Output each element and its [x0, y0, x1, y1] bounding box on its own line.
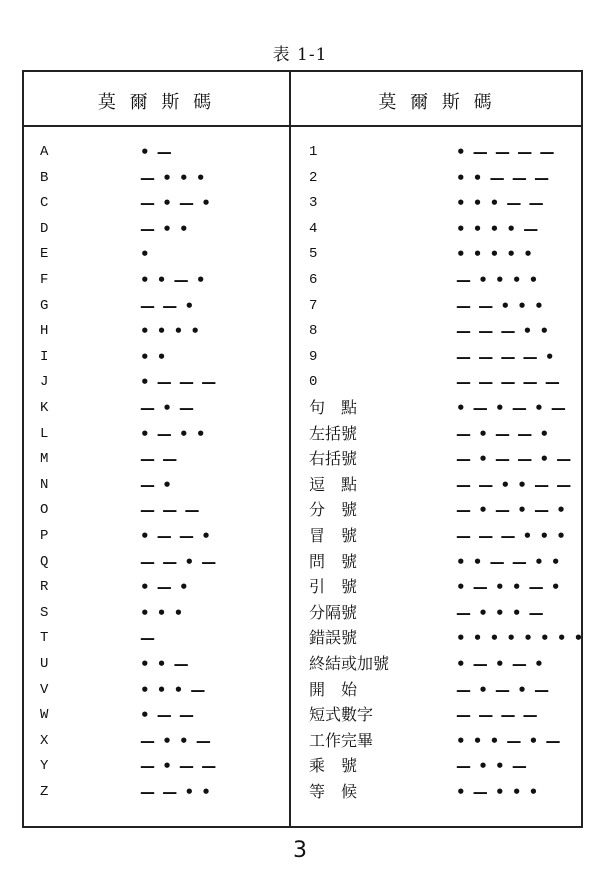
symbol-label: 分 號 [309, 500, 358, 519]
letter-label: G [40, 298, 49, 314]
morse-code-cell: • • • • [140, 322, 202, 340]
morse-code-cell: • — — [140, 706, 196, 724]
morse-code-cell: — — [140, 450, 179, 468]
symbol-label: 錯誤號 [309, 628, 358, 647]
symbol-label: 2 [309, 170, 318, 186]
symbol-label: 逗 點 [309, 475, 358, 494]
morse-code-cell: — [140, 629, 156, 647]
letter-label: D [40, 221, 49, 237]
morse-code-cell: — • • — [140, 732, 212, 750]
table-caption: 表 1-1 [272, 45, 328, 65]
morse-code-cell: • — — — [140, 373, 218, 391]
morse-code-cell: • — [140, 143, 173, 161]
symbol-label: 9 [309, 349, 318, 365]
morse-code-cell: • • • • — [456, 220, 540, 238]
header-right: 莫 爾 斯 碼 [378, 92, 496, 113]
letter-label: R [40, 579, 49, 595]
letter-label: P [40, 528, 49, 544]
letter-label: K [40, 400, 49, 416]
morse-code-cell: — • — • — [456, 681, 551, 699]
letter-label: H [40, 323, 49, 339]
morse-code-cell: — — — [140, 501, 201, 519]
morse-code-cell: — • • • [140, 169, 207, 187]
morse-code-cell: • • — — — [456, 169, 551, 187]
column-divider [289, 72, 291, 826]
page-number: 3 [293, 838, 307, 863]
morse-code-cell: • • — [140, 655, 190, 673]
letter-label: M [40, 451, 49, 467]
morse-code-cell: • • [140, 348, 168, 366]
symbol-label: 4 [309, 221, 318, 237]
morse-code-cell: — — — — — [456, 373, 561, 391]
morse-code-cell: • — — — — [456, 143, 556, 161]
morse-code-cell: — — • • — — [456, 476, 573, 494]
morse-code-cell: • — • [140, 578, 190, 596]
morse-code-cell: • [140, 245, 151, 263]
morse-code-cell: — — — — [456, 706, 539, 724]
symbol-label: 開 始 [309, 680, 358, 699]
morse-code-cell: — • — — [140, 757, 218, 775]
letter-label: L [40, 426, 49, 442]
symbol-label: 工作完畢 [309, 731, 374, 750]
symbol-label: 終結或加號 [309, 654, 390, 673]
symbol-label: 左括號 [309, 424, 358, 443]
morse-code-cell: • • • • • • • • [456, 629, 585, 647]
letter-label: Q [40, 554, 49, 570]
morse-code-cell: — — • • [140, 783, 212, 801]
letter-label: Z [40, 784, 49, 800]
morse-code-cell: — • — — • [456, 425, 551, 443]
symbol-label: 0 [309, 374, 318, 390]
symbol-label: 乘 號 [309, 756, 358, 775]
morse-code-cell: • • • — — [456, 194, 545, 212]
header-divider [24, 125, 581, 127]
letter-label: N [40, 477, 49, 493]
morse-code-cell: — • • • — [456, 604, 545, 622]
morse-code-cell: — — • • • [456, 297, 545, 315]
symbol-label: 1 [309, 144, 318, 160]
letter-label: B [40, 170, 49, 186]
morse-code-cell: • — • • • [456, 783, 540, 801]
morse-code-cell: — — — — • [456, 348, 556, 366]
morse-code-table [22, 70, 583, 828]
letter-label: V [40, 682, 49, 698]
morse-code-cell: • — — • [140, 527, 212, 545]
morse-code-cell: — • — — • — [456, 450, 573, 468]
morse-code-cell: — • — [140, 399, 196, 417]
letter-label: X [40, 733, 49, 749]
symbol-label: 等 候 [309, 782, 358, 801]
symbol-label: 右括號 [309, 449, 358, 468]
symbol-label: 8 [309, 323, 318, 339]
morse-code-cell: • — • — • [456, 655, 545, 673]
morse-code-cell: • • • • • [456, 245, 534, 263]
symbol-label: 6 [309, 272, 318, 288]
symbol-label: 句 點 [309, 398, 358, 417]
letter-label: E [40, 246, 49, 262]
morse-code-cell: — — — • • • [456, 527, 567, 545]
morse-code-cell: • — • • [140, 425, 207, 443]
morse-code-cell: — • • [140, 220, 190, 238]
morse-code-cell: • — • — • — [456, 399, 567, 417]
letter-label: T [40, 630, 49, 646]
letter-label: C [40, 195, 49, 211]
morse-code-cell: — — — • • [456, 322, 551, 340]
letter-label: J [40, 374, 49, 390]
letter-label: F [40, 272, 49, 288]
morse-code-cell: • • • — • — [456, 732, 562, 750]
symbol-label: 3 [309, 195, 318, 211]
letter-label: Y [40, 758, 49, 774]
symbol-label: 冒 號 [309, 526, 358, 545]
morse-code-cell: — — • — [140, 553, 218, 571]
letter-label: W [40, 707, 49, 723]
morse-code-cell: • • — — • • [456, 553, 562, 571]
morse-code-cell: — • — • — • [456, 501, 567, 519]
morse-code-cell: — — • [140, 297, 196, 315]
morse-code-cell: • — • • — • [456, 578, 562, 596]
morse-code-cell: — • • — [456, 757, 528, 775]
symbol-label: 引 號 [309, 577, 358, 596]
symbol-label: 短式數字 [309, 705, 374, 724]
letter-label: A [40, 144, 49, 160]
morse-code-cell: • • — • [140, 271, 207, 289]
morse-code-cell: — • — • [140, 194, 212, 212]
header-left: 莫 爾 斯 碼 [97, 92, 216, 113]
morse-code-cell: • • • — [140, 681, 207, 699]
symbol-label: 7 [309, 298, 318, 314]
symbol-label: 問 號 [309, 552, 358, 571]
morse-code-cell: • • • [140, 604, 185, 622]
letter-label: I [40, 349, 49, 365]
letter-label: U [40, 656, 49, 672]
morse-code-cell: — • [140, 476, 173, 494]
letter-label: S [40, 605, 49, 621]
symbol-label: 分隔號 [309, 603, 358, 622]
letter-label: O [40, 502, 49, 518]
morse-code-cell: — • • • • [456, 271, 540, 289]
symbol-label: 5 [309, 246, 318, 262]
